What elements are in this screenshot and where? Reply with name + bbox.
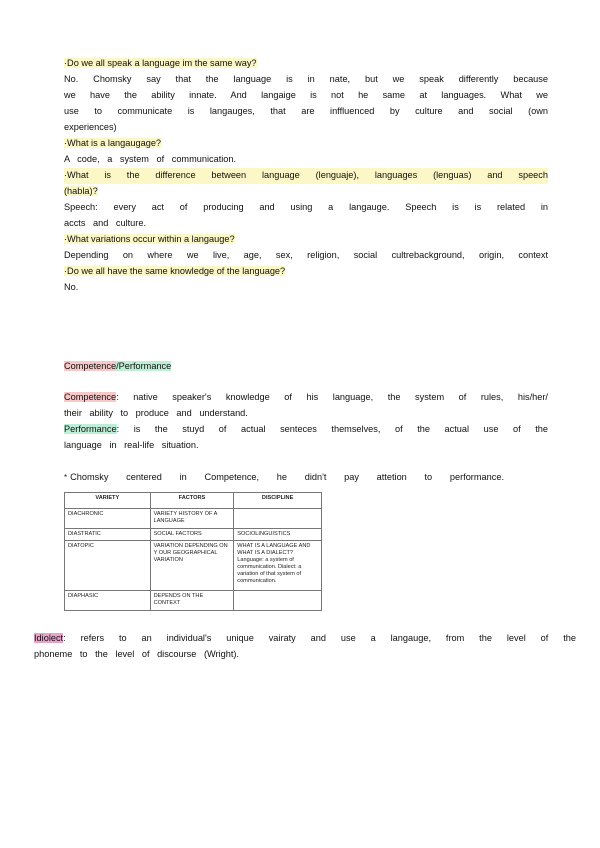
table-cell: VARIETY HISTORY OF A LANGUAGE	[150, 509, 234, 529]
answer-3-line-1: Speech: every act of producing and using a langauge. Speech is is related in	[64, 202, 548, 212]
table-row	[65, 529, 322, 541]
question-3-line-1: ·What is the difference between language (lenguaje), languages (lenguas) and speech	[64, 168, 548, 184]
section-title-competence: Competence	[64, 361, 117, 371]
answer-1-line-3: use to communicate is langauges, that are inffluenced by culture and social (own	[64, 106, 548, 116]
table-cell: SOCIAL FACTORS	[150, 529, 234, 541]
bullet-mark: *	[64, 473, 68, 482]
table-cell: DIAPHASIC	[65, 591, 151, 611]
table-header-row	[65, 493, 322, 509]
idiolect-definition-line-1: Idiolect: refers to an individual's unique vairaty and use a langauge, from the level of the	[34, 633, 576, 643]
answer-2: A code, a system of communication.	[64, 154, 237, 164]
table-cell: VARIATION DEPENDING ON Y OUR GEOGRAPHICAL VARIATION	[150, 541, 234, 591]
performance-definition-line-2: language in real-life situation.	[64, 440, 199, 450]
question-3-line-2: (habla)?	[64, 186, 98, 196]
answer-1-line-1: No. Chomsky say that the language is in nate, but we speak differently because	[64, 74, 548, 84]
table-cell	[234, 509, 322, 529]
answer-3-line-2: accts and culture.	[64, 218, 147, 228]
table-row	[65, 541, 322, 591]
table-cell: DIASTRATIC	[65, 529, 151, 541]
answer-1-line-2: we have the ability innate. And langaige is not he same at languages. What we	[64, 90, 548, 100]
answer-4: Depending on where we live, age, sex, religion, social cultrebackground, origin, context	[64, 250, 548, 260]
competence-definition-line-2: their ability to produce and understand.	[64, 408, 248, 418]
section-title	[64, 359, 171, 375]
answer-1-line-4: experiences)	[64, 122, 117, 132]
answer-5: No.	[64, 282, 79, 292]
table-cell: SOCIOLINGUISTICS	[234, 529, 322, 541]
header-variety: VARIETY	[65, 493, 151, 509]
table-cell: DIATOPIC	[65, 541, 151, 591]
question-4: ·What variations occur within a langauge?	[64, 234, 235, 244]
section-title-separator: /	[116, 361, 119, 371]
table-cell	[234, 591, 322, 611]
table-cell: DIACHRONIC	[65, 509, 151, 529]
table-row	[65, 509, 322, 529]
chomsky-note: * Chomsky centered in Competence, he didn't pay attetion to performance.	[64, 472, 504, 482]
question-5: ·Do we all have the same knowledge of the language?	[64, 266, 286, 276]
section-title-performance: Performance	[118, 361, 172, 371]
question-1: ·Do we all speak a language im the same way?	[64, 58, 257, 68]
table-row	[65, 591, 322, 611]
variety-table	[64, 492, 322, 611]
header-discipline: DISCIPLINE	[234, 493, 322, 509]
competence-definition-line-1: Competence: native speaker's knowledge of his language, the system of rules, his/her/	[64, 392, 548, 402]
idiolect-definition-line-2: phoneme to the level of discourse (Wright).	[34, 649, 239, 659]
header-factors: FACTORS	[150, 493, 234, 509]
table-cell: DEPENDS ON THE CONTEXT	[150, 591, 234, 611]
performance-definition-line-1: Performance: is the stuyd of actual senteces themselves, of the actual use of the	[64, 424, 548, 434]
question-2: ·What is a langaugage?	[64, 138, 162, 148]
table-cell: WHAT IS A LANGUAGE AND WHAT IS A DIALECT? Language: a system of communication. Dialect: a variation of that system of communication.	[234, 541, 322, 591]
